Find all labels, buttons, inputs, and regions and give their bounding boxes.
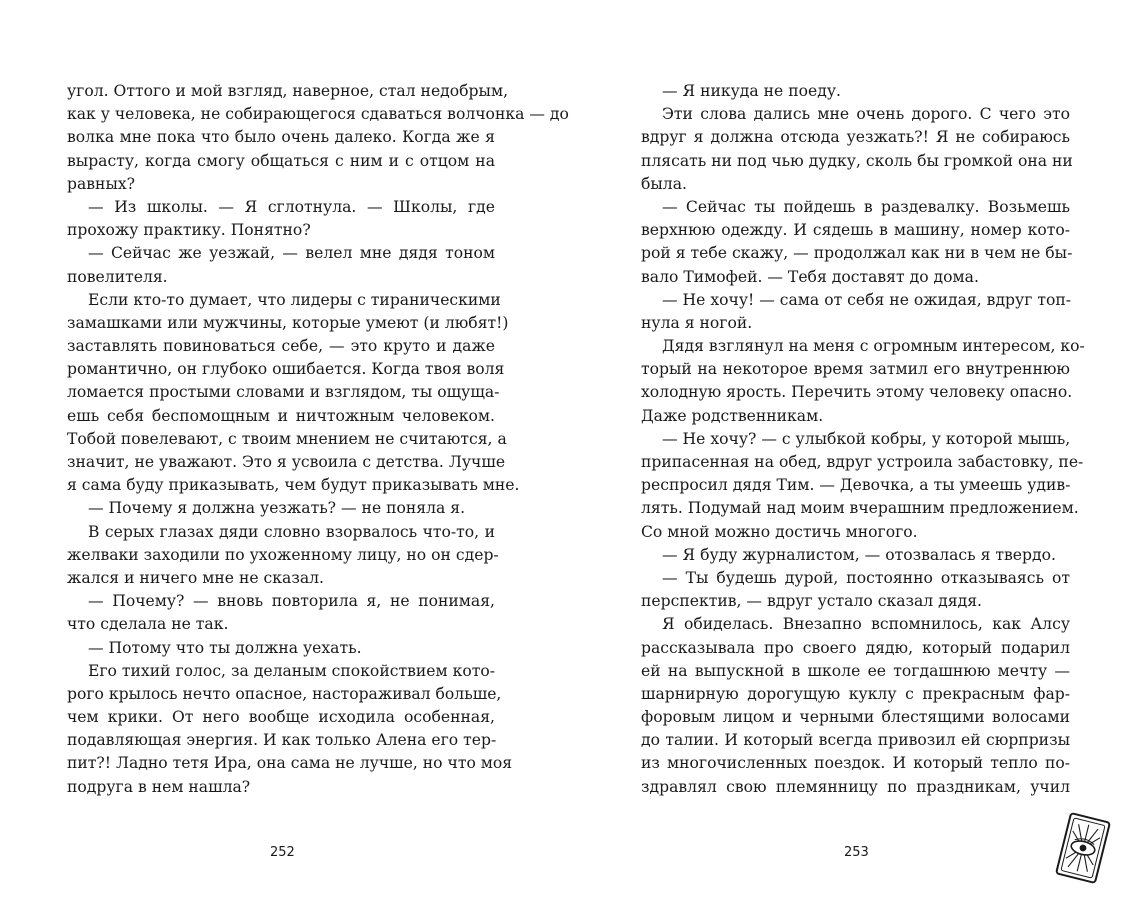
text-line: — Сейчас ты пойдешь в раздевалку. Возьмешь (662, 197, 1070, 216)
text-line: перспектив, — вдруг устало сказал дядя. (641, 592, 982, 611)
page-number-left: 252 (270, 845, 295, 860)
text-line: ешь себя беспомощным и ничтожным человеком. (67, 406, 495, 425)
text-line: шарнирную дорогущую куклу с прекрасным фар- (641, 684, 1070, 703)
text-line: — Почему я должна уезжать? — не поняла я. (88, 499, 466, 518)
text-line: что сделала не так. (67, 615, 229, 634)
text-line: Даже родственникам. (641, 406, 824, 425)
text-line: — Я буду журналистом, — отозвалась я твердо. (662, 545, 1056, 564)
text-line: В серых глазах дяди словно взорвалось что-то, и (88, 522, 495, 541)
text-line: равных? (67, 174, 136, 193)
text-line: как у человека, не собирающегося сдаваться волчонка — до (67, 105, 569, 124)
text-line: была. (641, 174, 687, 193)
text-line: верхнюю одежду. И сядешь в машину, номер кото- (641, 221, 1070, 240)
text-line: значит, не уважают. Это я усвоила с детства. Лучше (67, 453, 506, 471)
text-line: рого крылось нечто опасное, настораживал больше, (67, 684, 502, 703)
text-line: — Из школы. — Я сглотнула. — Школы, где (88, 197, 495, 216)
text-line: плясать ни под чью дудку, сколь бы громкой она ни (641, 151, 1073, 170)
text-line: нула я ногой. (641, 313, 753, 332)
text-line: лять. Подумай над моим вчерашним предложением. (641, 499, 1079, 518)
text-line: форовым лицом и черными блестящими волосами (641, 708, 1070, 727)
text-line: Со мной можно достичь многого. (641, 522, 918, 541)
text-line: — Почему? — вновь повторила я, не понимая, (88, 592, 495, 611)
text-line: заставлять повиноваться себе, — это круто и даже (67, 337, 495, 356)
text-line: ломается простыми словами и взглядом, ты ощуща- (67, 383, 500, 402)
text-line: повелителя. (67, 267, 168, 286)
text-line: вало Тимофей. — Тебя доставят до дома. (641, 267, 979, 286)
text-line: подавляющая энергия. И как только Алена его тер- (67, 731, 497, 750)
text-line: Тобой повелевают, с твоим мнением не считаются, а (67, 429, 507, 448)
text-line: Я обиделась. Внезапно вспомнилось, как Алсу (662, 615, 1070, 634)
text-line: Если кто-то думает, что лидеры с тираническими (88, 290, 501, 309)
text-line: — Не хочу! — сама от себя не ожидая, вдруг топ- (662, 290, 1072, 309)
text-line: волка мне пока что было очень далеко. Когда же я (67, 128, 495, 147)
text-line: вырасту, когда смогу общаться с ним и с отцом на (67, 151, 495, 170)
right-page-text (641, 80, 1085, 799)
page-number-right: 253 (844, 845, 869, 860)
text-line: — Сейчас же уезжай, — велел мне дядя тоном (88, 244, 495, 263)
text-line: ей на выпускной в школе ее тогдашнюю мечту — (641, 661, 1070, 680)
text-line: — Не хочу? — с улыбкой кобры, у которой мышь, (662, 429, 1071, 448)
text-line: до талии. И который всегда привозил ей сюрпризы (641, 731, 1070, 750)
text-line: холодную ярость. Перечить этому человеку опасно. (641, 383, 1073, 402)
text-line: угол. Оттого и мой взгляд, наверное, стал недобрым, (67, 82, 509, 100)
text-line: чем крики. От него вообще исходила особенная, (67, 708, 495, 727)
text-line: романтично, он глубоко ошибается. Когда твоя воля (67, 360, 505, 379)
text-line: подруга в нем нашла? (67, 777, 251, 796)
text-line: торый на некоторое время затмил его внутреннюю (641, 360, 1070, 379)
text-line: рассказывала про своего дядю, который подарил (641, 638, 1070, 657)
text-line: прохожу практику. Понятно? (67, 221, 311, 240)
text-line: здравлял свою племянницу по праздникам, учил (641, 777, 1070, 796)
text-line: Эти слова дались мне очень дорого. С чего это (662, 105, 1070, 124)
text-line: замашками или мужчины, которые умеют (и любят!) (67, 313, 509, 332)
text-line: рой я тебе скажу, — продолжал как ни в чем не бы- (641, 244, 1073, 263)
text-line: — Ты будешь дурой, постоянно отказываясь от (662, 568, 1070, 587)
text-line: — Потому что ты должна уехать. (88, 638, 362, 657)
text-line: Его тихий голос, за деланым спокойствием кото- (88, 661, 495, 680)
text-line: желваки заходили по ухоженному лицу, но он сдер- (67, 545, 499, 564)
text-line: респросил дядя Тим. — Девочка, а ты умеешь удив- (641, 476, 1071, 495)
text-line: — Я никуда не поеду. (662, 82, 841, 100)
text-line: жался и ничего мне не сказал. (67, 568, 324, 587)
tarot-card-eye-icon (1055, 812, 1111, 884)
left-page-text (67, 80, 569, 799)
text-line: Дядя взглянул на меня с огромным интересом, ко- (662, 337, 1085, 356)
text-line: из многочисленных поездок. И который тепло по- (641, 754, 1070, 773)
text-line: я сама буду приказывать, чем будут приказывать мне. (67, 476, 520, 495)
text-line: вдруг я должна отсюда уезжать?! Я не собираюсь (641, 128, 1070, 147)
text-line: припасенная на обед, вдруг устроила забастовку, пе- (641, 453, 1084, 471)
text-line: пит?! Ладно тетя Ира, она сама не лучше, но что моя (67, 754, 513, 773)
